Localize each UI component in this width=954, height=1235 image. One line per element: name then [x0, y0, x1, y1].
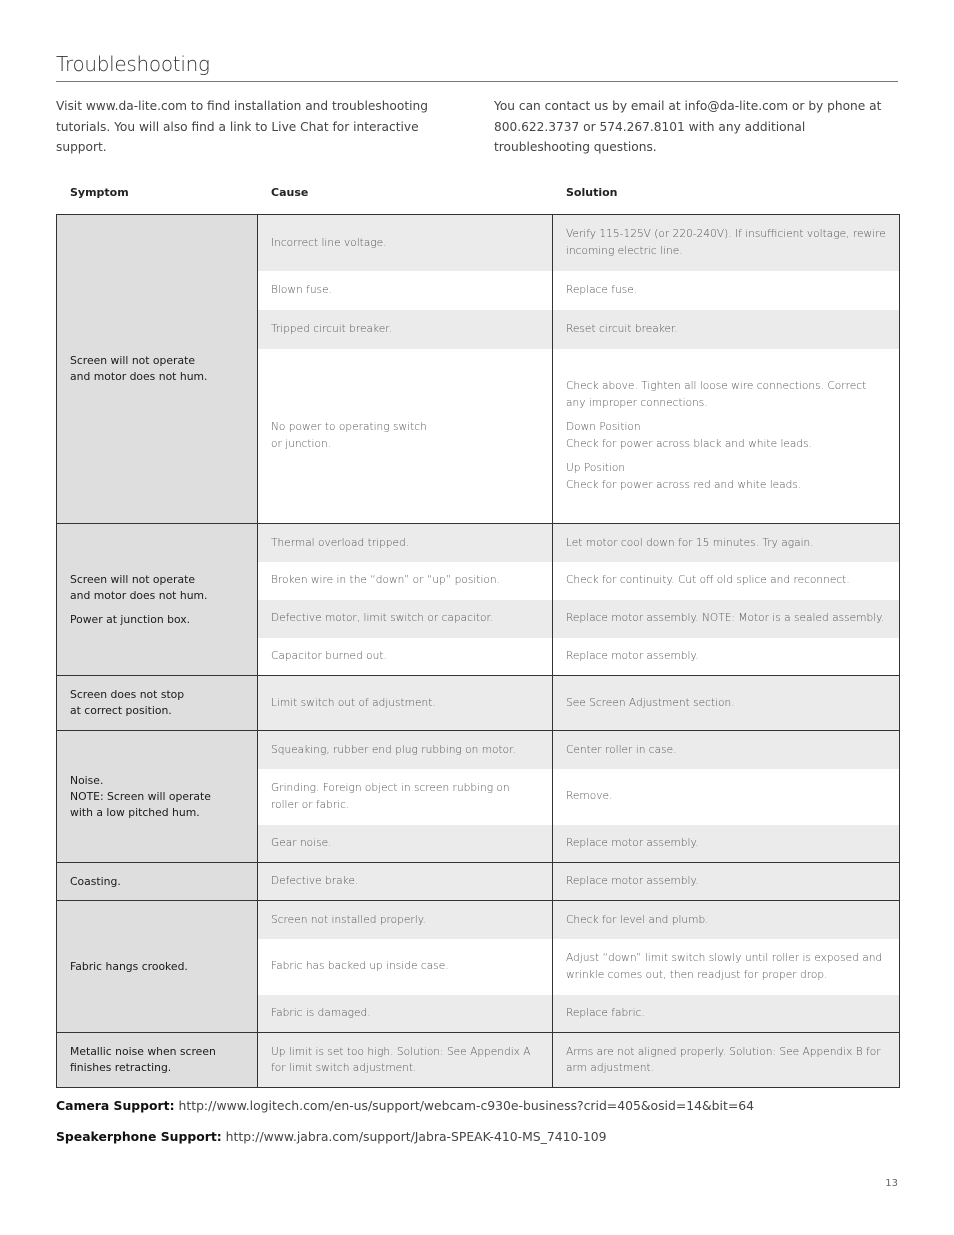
cell-text: Defective brake.: [271, 875, 359, 888]
cell-text: Limit switch out of adjustment.: [271, 696, 436, 709]
column-header-symptom: Symptom: [70, 186, 129, 199]
cause-cell: [258, 995, 553, 1033]
cell-text: Replace motor assembly.: [566, 875, 699, 888]
speakerphone-support-line: [56, 1129, 606, 1144]
table-row: [57, 676, 900, 731]
solution-cell: [553, 995, 900, 1033]
solution-cell: [553, 769, 900, 825]
camera-support-line: [56, 1098, 754, 1113]
solution-cell: [553, 215, 900, 271]
cell-text: Screen will not operate and motor does not hum.: [70, 354, 208, 383]
solution-cell: [553, 863, 900, 901]
table-row: [57, 1033, 900, 1088]
cell-text: Replace motor assembly.: [566, 837, 699, 849]
table-row: [57, 731, 900, 769]
cell-text: Screen not installed properly.: [271, 913, 426, 926]
cell-text: Incorrect line voltage.: [271, 236, 387, 249]
cause-cell: [258, 600, 553, 638]
cell-text: Screen will not operate and motor does not hum.: [70, 572, 208, 602]
cell-text: Noise. NOTE: Screen will operate with a low pitched hum.: [70, 773, 211, 819]
table-row: [57, 215, 900, 271]
solution-cell: [553, 600, 900, 638]
symptom-cell: [57, 1033, 258, 1088]
cell-text: Screen does not stop at correct position.: [70, 688, 185, 717]
table-row: [57, 524, 900, 562]
cell-text: Tripped circuit breaker.: [271, 322, 393, 335]
cause-cell: [258, 863, 553, 901]
cause-cell: [258, 562, 553, 600]
solution-cell: [553, 939, 900, 995]
cause-cell: [258, 731, 553, 769]
cell-text: Down Position Check for power across black and white leads.: [566, 421, 813, 450]
cause-cell: [258, 215, 553, 271]
symptom-cell: [57, 901, 258, 1033]
column-header-solution: Solution: [566, 186, 618, 199]
cell-text: Up Position Check for power across red and white leads.: [566, 462, 802, 491]
cell-text: Thermal overload tripped.: [271, 536, 410, 549]
cell-text: Metallic noise when screen finishes retracting.: [70, 1045, 216, 1074]
cell-text: Broken wire in the “down” or “up” position.: [271, 574, 500, 587]
cell-text: Up limit is set too high. Solution: See Appendix A for limit switch adjustment.: [271, 1045, 531, 1074]
cell-text: Center roller in case.: [566, 743, 677, 756]
column-header-cause: Cause: [271, 186, 309, 199]
troubleshooting-table: [56, 214, 900, 1088]
solution-cell: [553, 731, 900, 769]
cause-cell: [258, 524, 553, 562]
cell-text: Check above. Tighten all loose wire connections. Correct any improper connections.: [566, 380, 867, 409]
intro-contact-text: You can contact us by email at info@da-lite.com or by phone at 800.622.3737 or 574.267.8101 with any additional troubleshooting questions.: [494, 99, 882, 154]
symptom-cell: [57, 524, 258, 676]
cell-text: Verify 115-125V (or 220-240V). If insufficient voltage, rewire incoming electric line.: [566, 228, 886, 257]
cell-text: Replace fuse.: [566, 283, 638, 296]
speakerphone-support-link[interactable]: http://www.jabra.com/support/Jabra-SPEAK-410-MS_7410-109: [225, 1129, 607, 1144]
cell-text: Remove.: [566, 790, 613, 803]
solution-cell: [553, 901, 900, 939]
cell-text: Fabric has backed up inside case.: [271, 960, 449, 973]
cause-cell: [258, 901, 553, 939]
camera-support-link[interactable]: http://www.logitech.com/en-us/support/webcam-c930e-business?crid=405&osid=14&bit=64: [178, 1098, 754, 1113]
camera-support-label: Camera Support:: [56, 1098, 175, 1113]
cell-text: Power at junction box.: [70, 612, 191, 626]
cause-cell: [258, 1033, 553, 1088]
solution-cell: [553, 1033, 900, 1088]
title-divider: [56, 81, 898, 82]
intro-website-text: Visit www.da-lite.com to find installation and troubleshooting tutorials. You will also find a link to Live Chat for interactive support.: [56, 99, 428, 154]
cell-text: Gear noise.: [271, 837, 332, 849]
page-title: Troubleshooting: [56, 52, 210, 76]
page-number: 13: [885, 1178, 898, 1189]
solution-cell: [553, 562, 900, 600]
cell-text: Check for continuity. Cut off old splice and reconnect.: [566, 574, 850, 587]
cell-text: Fabric is damaged.: [271, 1007, 371, 1019]
cause-cell: [258, 676, 553, 731]
cell-text: Blown fuse.: [271, 283, 332, 296]
cell-text: Adjust “down” limit switch slowly until roller is exposed and wrinkle comes out, then readjust for proper drop.: [566, 952, 883, 981]
cell-text: No power to operating switch or junction.: [271, 421, 427, 450]
symptom-cell: [57, 215, 258, 524]
solution-cell: [553, 638, 900, 676]
cell-text: Replace motor assembly. NOTE: Motor is a sealed assembly.: [566, 612, 885, 625]
cause-cell: [258, 939, 553, 995]
table-row: [57, 863, 900, 901]
cause-cell: [258, 825, 553, 863]
cell-text: Arms are not aligned properly. Solution: See Appendix B for arm adjustment.: [566, 1045, 881, 1074]
cell-text: Replace fabric.: [566, 1007, 645, 1019]
cause-cell: [258, 769, 553, 825]
solution-cell: [553, 349, 900, 524]
cell-text: Coasting.: [70, 874, 121, 888]
cell-text: Check for level and plumb.: [566, 913, 709, 926]
cell-text: Squeaking, rubber end plug rubbing on motor.: [271, 743, 516, 756]
cell-text: Grinding. Foreign object in screen rubbing on roller or fabric.: [271, 782, 510, 811]
cell-text: Reset circuit breaker.: [566, 322, 678, 335]
speakerphone-support-label: Speakerphone Support:: [56, 1129, 222, 1144]
cell-text: Let motor cool down for 15 minutes. Try again.: [566, 536, 814, 549]
symptom-cell: [57, 676, 258, 731]
cell-text: Fabric hangs crooked.: [70, 959, 188, 973]
symptom-cell: [57, 863, 258, 901]
symptom-cell: [57, 731, 258, 863]
solution-cell: [553, 676, 900, 731]
cause-cell: [258, 638, 553, 676]
cause-cell: [258, 271, 553, 310]
table-row: [57, 901, 900, 939]
cell-text: Replace motor assembly.: [566, 650, 699, 662]
cause-cell: [258, 349, 553, 524]
solution-cell: [553, 825, 900, 863]
solution-cell: [553, 271, 900, 310]
solution-cell: [553, 524, 900, 562]
cell-text: See Screen Adjustment section.: [566, 696, 735, 709]
cell-text: Defective motor, limit switch or capacitor.: [271, 612, 494, 625]
cause-cell: [258, 310, 553, 349]
solution-cell: [553, 310, 900, 349]
cell-text: Capacitor burned out.: [271, 650, 387, 662]
